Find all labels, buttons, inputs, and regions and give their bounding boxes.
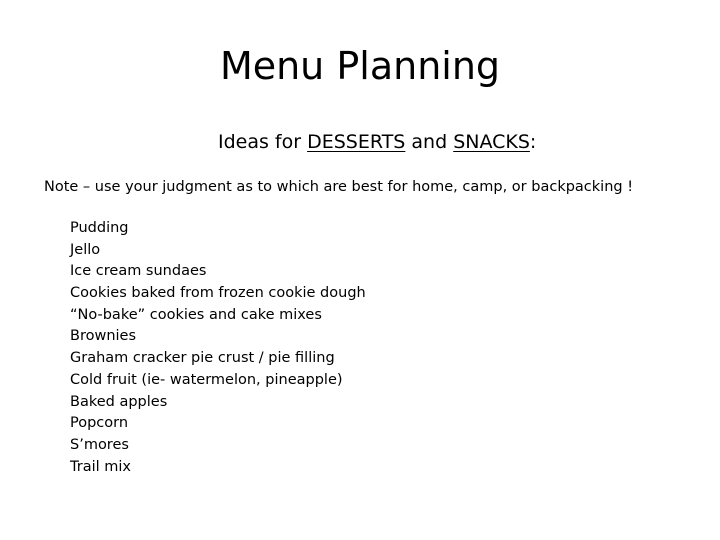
list-item: Baked apples — [70, 393, 168, 410]
note-text: Note – use your judgment as to which are best for home, camp, or backpacking ! — [44, 179, 634, 195]
list-item: Brownies — [70, 328, 137, 345]
subtitle-suffix: : — [529, 131, 537, 153]
subtitle-middle: and — [405, 131, 454, 153]
list-item: Pudding — [70, 220, 129, 236]
list-item: Ice cream sundaes — [70, 263, 207, 280]
list-item: Cold fruit (ie- watermelon, pineapple) — [70, 371, 343, 388]
list-item: S’mores — [70, 436, 129, 453]
list-item: Jello — [70, 241, 101, 258]
list-item: Cookies baked from frozen cookie dough — [70, 285, 366, 302]
ideas-list — [70, 218, 366, 478]
list-item: Graham cracker pie crust / pie filling — [70, 350, 335, 367]
subtitle-prefix: Ideas for — [218, 131, 308, 153]
subtitle-snacks: SNACKS — [453, 131, 530, 153]
slide-title: Menu Planning — [219, 44, 501, 88]
list-item: Popcorn — [70, 415, 129, 432]
list-item: “No-bake” cookies and cake mixes — [70, 306, 322, 323]
list-item: Trail mix — [70, 458, 131, 475]
slide-subtitle — [218, 128, 536, 156]
subtitle-desserts: DESSERTS — [307, 131, 406, 153]
